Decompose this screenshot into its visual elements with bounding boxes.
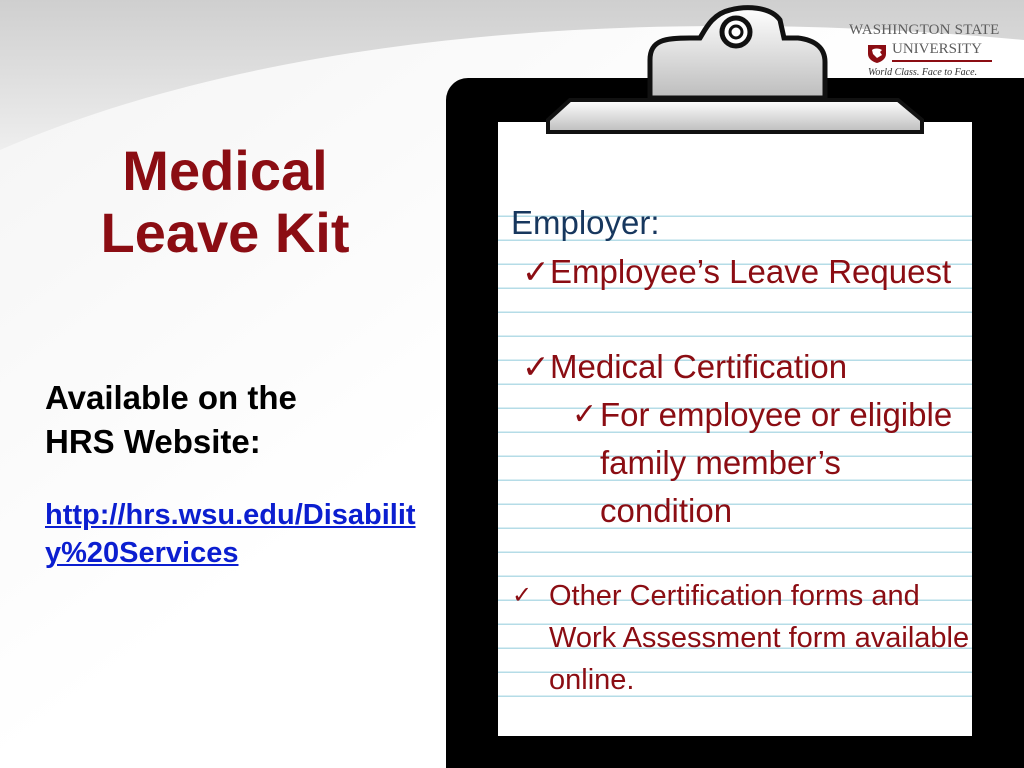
check-icon: ✓ bbox=[522, 348, 550, 385]
checklist-item bbox=[522, 248, 962, 296]
available-line-2: HRS Website: bbox=[45, 423, 261, 460]
clipboard-clip bbox=[540, 0, 930, 140]
available-text bbox=[45, 376, 405, 464]
checklist-item bbox=[522, 343, 962, 391]
check-icon: ✓ bbox=[512, 582, 533, 609]
check-icon: ✓ bbox=[572, 398, 598, 431]
check-icon: ✓ bbox=[522, 253, 550, 290]
page-title bbox=[60, 140, 390, 264]
hrs-website-link[interactable]: http://hrs.wsu.edu/Disability%20Services bbox=[45, 499, 416, 569]
checklist-item-text: Employee’s Leave Request bbox=[550, 253, 952, 290]
checklist-item-text: Medical Certification bbox=[550, 348, 848, 385]
logo-line-2: UNIVERSITY bbox=[892, 41, 982, 57]
employer-heading: Employer: bbox=[511, 204, 660, 241]
available-line-1: Available on the bbox=[45, 379, 297, 416]
title-line-2: Leave Kit bbox=[100, 201, 350, 264]
checklist-subitem-text: For employee or eligible family member’s condition bbox=[600, 396, 953, 529]
checklist-item bbox=[512, 575, 972, 701]
logo-line-1: WASHINGTON STATE bbox=[849, 22, 1000, 38]
checklist-item-text: Other Certification forms and Work Assessment form available online. bbox=[549, 580, 970, 696]
title-line-1: Medical bbox=[122, 139, 328, 202]
logo-tagline: World Class. Face to Face. bbox=[868, 67, 978, 78]
checklist-subitem bbox=[572, 391, 962, 535]
